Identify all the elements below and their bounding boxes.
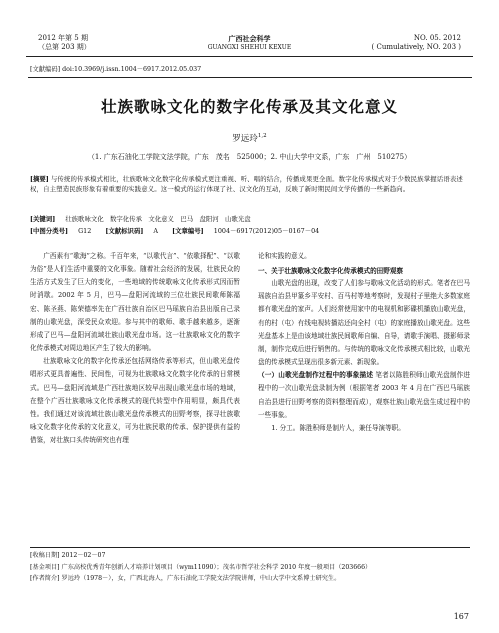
keywords-text: 壮族歌咏文化 数字化传承 文化意义 巴马 盘阳河 山歌光盘 <box>65 215 251 223</box>
body-paragraph: 笔者以陈胜积师山歌光盘制作进程中的一次山歌光盘录制为例（根据笔者 2003 年 4 月在广西巴马瑶族自治县进行田野考察的资料整理而成），观察壮族山歌光盘生成过程中的一些事象。 <box>258 371 471 419</box>
article-id-label: [文章编号] <box>172 227 204 235</box>
article-id-value: 1004－6917(2012)05－0167－04 <box>213 227 320 235</box>
author-line <box>0 132 499 144</box>
author-affiliation-marks: 1,2 <box>257 133 267 140</box>
cumulative-number-en: ( Cumulatively, NO. 203 ) <box>371 43 461 51</box>
abstract-label: [摘要] <box>30 175 49 183</box>
journal-name: 广西社会科学 <box>228 34 271 43</box>
right-column <box>258 250 470 435</box>
author-name: 罗远玲 <box>232 134 258 144</box>
classification <box>30 226 470 236</box>
issue-number-en: NO. 05. 2012 <box>413 34 461 42</box>
received-date: [收稿日期] 2012－02－07 <box>30 552 106 559</box>
doi-rule <box>28 77 472 78</box>
keywords-label: [关键词] <box>30 215 56 223</box>
issue-line: 2012 年第 5 期 <box>38 34 88 42</box>
footnotes <box>30 550 470 585</box>
doc-code-value: A <box>153 227 159 235</box>
body-paragraph: 广西素有“歌海”之称。千百年来，“以歌代言”、“依歌择配”、“以歌为俗”是人们生活中重要的文化事象。随着社会经济的发展，壮族民众的生活方式发生了巨大的变化，一些地域的传统歌咏文化传承形式因而暂时消歇。2002 年 5 月，巴马—盘阳河流域的三位壮族民间歌师陈福宏、陈圣燕、陈荣德率先在广西壮族自治区巴马瑶族自治县出版自己录制的山歌光盘，深受民众欢迎。参与其中的歌师、歌手越来越多，逐渐形成了巴马—盘阳河流域壮族山歌光盘市场。这一壮族歌咏文化的数字化传承模式对周边地区产生了较大的影响。 <box>30 252 240 353</box>
continued-text: 论和实践的意义。 <box>258 252 311 260</box>
body-paragraph: 壮族歌咏文化的数字化传承还包括网络传承等形式，但山歌光盘传唱形式更具普遍性、民间性，可视为壮族歌咏文化数字化传承的日常模式。巴马—盘阳河流域是广西壮族地区较早出现山歌光盘市场的地域，在整个广西壮族歌咏文化传承模式的现代转型中作用明显，颇具代表性。我们通过对该流域壮族山歌光盘传承模式的田野考察，探寻壮族歌咏文化数字化传承的文化意义，可为壮族民歌的传承、保护提供有益的借鉴，对壮族口头传统研究也有理 <box>30 357 240 445</box>
doi-line: [文献编码] doi:10.3969/j.issn.1004－6917.2012.05.037 <box>30 66 202 73</box>
cumulative-issue-line: （总第 203 期） <box>38 43 91 51</box>
subsection-heading: （一）山歌光盘制作过程中的事象描述 <box>258 371 374 380</box>
clc-label: [中图分类号] <box>30 227 69 235</box>
header-rule <box>26 56 473 57</box>
article-title: 壮族歌咏文化的数字化传承及其文化意义 <box>100 98 398 116</box>
body-paragraph: 山歌光盘的出现，改变了人们参与歌咏文化活动的形式。笔者在巴马瑶族自治县甲篆乡平安村、百马村等地考察时，发现村子里绝大多数家庭都有歌光盘的家声。人们经常使用家中的电视机和影碟机播放山歌光盘，有的村（屯）有线电视转播站还向全村（屯）的家庭播放山歌光盘。这些光盘基本上是由该地域壮族民间歌师自编、自导，请歌手演唱、摄影师录制，制作完成后进行销售的。与传统的歌咏文化传承模式相比较，山歌光盘的传承模式呈现出很多新元素、新现象。 <box>258 279 470 367</box>
abstract-text: 与传统的传承模式相比，壮族歌咏文化数字化传承模式更注重视、听、唱的结合，传播成果更全面。数字化传承模式对于少数民族掌握话语表述权，自主塑造民族形象有着重要的实践意义。这一模式的运行体现了社、汉文化的互动，反映了新时期民间文学传播的一些新趋向。 <box>30 175 463 194</box>
footnote-rule <box>30 547 470 548</box>
body-paragraph: 1. 分工。陈胜积师是制片人，兼任导演等职。 <box>271 423 405 432</box>
author-bio: [作者简介] 罗远玲（1978－），女，广西北海人，广东石油化工学院文法学院讲师，中山大学中文系博士研究生。 <box>30 575 341 582</box>
abstract <box>30 174 470 194</box>
clc-value: G12 <box>78 227 92 235</box>
left-column <box>30 250 240 447</box>
fund-project: [基金项目] 广东高校优秀青年创新人才培养计划项目（wym11090）；茂名市哲学社会科学 2010 年度一般项目（203666） <box>30 563 372 571</box>
section-heading: 一、关于壮族歌咏文化数字化传承模式的田野观察 <box>258 267 404 276</box>
author-affiliation: （1. 广东石油化工学院文法学院，广东 茂名 525000；2. 中山大学中文系，广东 广州 510275） <box>87 153 412 161</box>
header-right <box>372 34 461 52</box>
doc-code-label: [文献标识码] <box>105 227 144 235</box>
page-number: 167 <box>453 612 469 621</box>
journal-name-pinyin: GUANGXI SHEHUI KEXUE <box>207 44 292 51</box>
keywords <box>30 214 470 224</box>
